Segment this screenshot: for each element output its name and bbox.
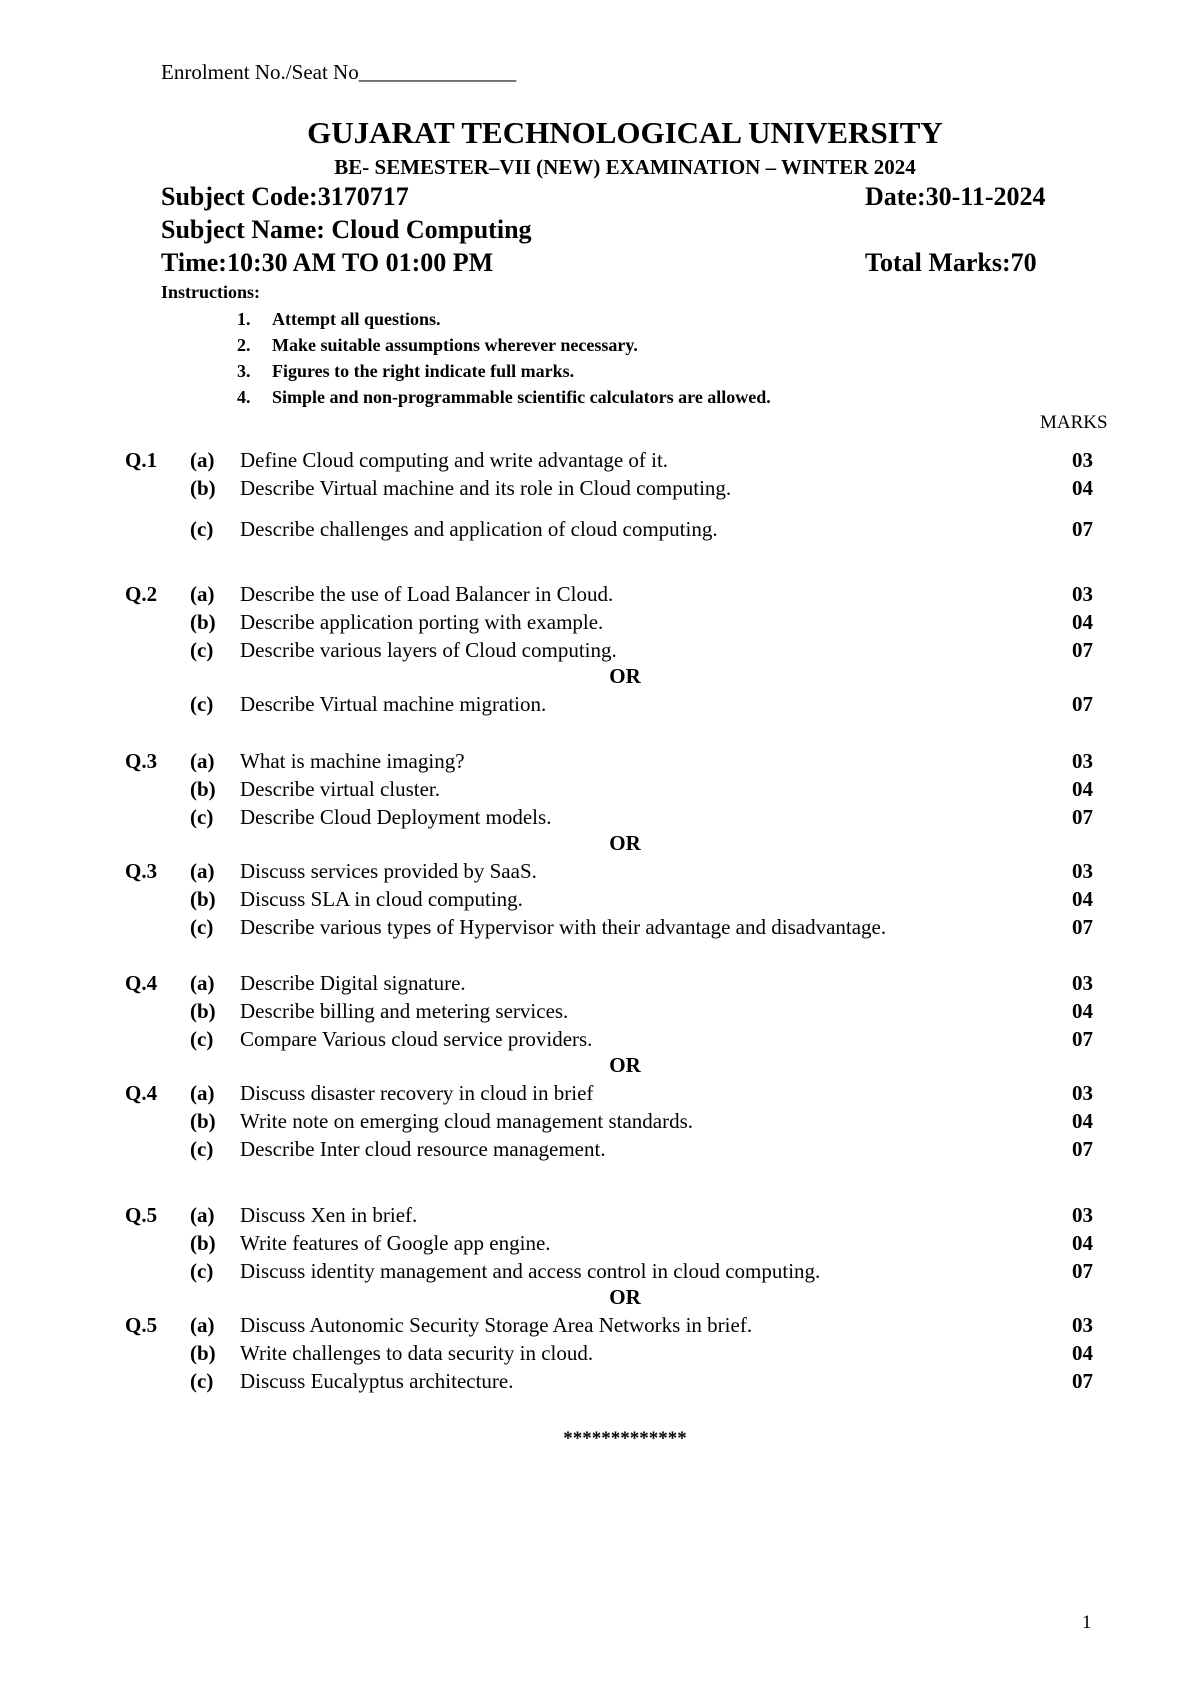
question-text: Describe the use of Load Balancer in Cloud. (240, 582, 614, 606)
question-text: Compare Various cloud service providers. (240, 1027, 593, 1051)
question-text: Describe various types of Hypervisor with their advantage and disadvantage. (240, 915, 887, 939)
question-text: Discuss Xen in brief. (240, 1203, 418, 1227)
question-part: (c) (190, 1369, 214, 1393)
question-number: Q.3 (125, 859, 158, 883)
question-marks: 07 (1072, 1027, 1093, 1051)
instruction-item (237, 387, 771, 408)
question-number: Q.1 (125, 448, 158, 472)
question-marks: 07 (1072, 805, 1093, 829)
question-marks: 04 (1072, 1341, 1093, 1365)
question-marks: 07 (1072, 1259, 1093, 1283)
university-title: GUJARAT TECHNOLOGICAL UNIVERSITY (307, 115, 943, 150)
question-text: Describe virtual cluster. (240, 777, 441, 801)
question-text: Define Cloud computing and write advantage of it. (240, 448, 669, 472)
question-part: (a) (190, 749, 215, 773)
question-number: Q.3 (125, 749, 158, 773)
question-marks: 03 (1072, 971, 1093, 995)
question-part: (c) (190, 692, 214, 716)
question-marks: 04 (1072, 476, 1093, 500)
question-text: Discuss SLA in cloud computing. (240, 887, 523, 911)
marks-column-heading: MARKS (1040, 412, 1108, 433)
question-part: (a) (190, 1081, 215, 1105)
question-text: Discuss Autonomic Security Storage Area Networks in brief. (240, 1313, 753, 1337)
question-number: Q.4 (125, 971, 158, 995)
instruction-number: 1. (237, 309, 251, 329)
instruction-number: 4. (237, 387, 251, 407)
question-part: (b) (190, 610, 216, 634)
question-text: Describe various layers of Cloud computing. (240, 638, 617, 662)
question-marks: 04 (1072, 999, 1093, 1023)
exam-title: BE- SEMESTER–VII (NEW) EXAMINATION – WINTER 2024 (334, 155, 916, 179)
question-part: (b) (190, 476, 216, 500)
page-number: 1 (1082, 1612, 1092, 1633)
question-number: Q.5 (125, 1203, 158, 1227)
question-marks: 03 (1072, 1313, 1093, 1337)
question-marks: 07 (1072, 1369, 1093, 1393)
question-part: (b) (190, 777, 216, 801)
question-part: (a) (190, 1313, 215, 1337)
question-text: Discuss services provided by SaaS. (240, 859, 537, 883)
question-text: Describe Virtual machine migration. (240, 692, 547, 716)
question-part: (c) (190, 915, 214, 939)
instructions-title: Instructions: (161, 282, 261, 302)
question-part: (b) (190, 1109, 216, 1133)
instruction-text: Figures to the right indicate full marks. (272, 361, 575, 381)
total-marks: Total Marks:70 (865, 248, 1037, 277)
question-part: (c) (190, 517, 214, 541)
question-part: (c) (190, 1027, 214, 1051)
question-marks: 07 (1072, 692, 1093, 716)
question-part: (c) (190, 1259, 214, 1283)
question-marks: 07 (1072, 915, 1093, 939)
question-marks: 04 (1072, 887, 1093, 911)
question-text: Discuss Eucalyptus architecture. (240, 1369, 514, 1393)
question-text: Write challenges to data security in cloud. (240, 1341, 594, 1365)
question-text: Describe Virtual machine and its role in Cloud computing. (240, 476, 732, 500)
exam-time: Time:10:30 AM TO 01:00 PM (161, 248, 494, 277)
question-text: Discuss identity management and access control in cloud computing. (240, 1259, 821, 1283)
question-text: Write features of Google app engine. (240, 1231, 551, 1255)
question-marks: 04 (1072, 1109, 1093, 1133)
question-marks: 03 (1072, 749, 1093, 773)
question-part: (a) (190, 859, 215, 883)
question-part: (c) (190, 1137, 214, 1161)
question-part: (a) (190, 971, 215, 995)
instruction-text: Make suitable assumptions wherever necessary. (272, 335, 638, 355)
question-part: (c) (190, 805, 214, 829)
enrolment-seat-no: Enrolment No./Seat No_______________ (161, 60, 517, 84)
question-part: (b) (190, 887, 216, 911)
question-text: Describe billing and metering services. (240, 999, 569, 1023)
instruction-number: 3. (237, 361, 251, 381)
question-part: (b) (190, 999, 216, 1023)
instruction-text: Attempt all questions. (272, 309, 441, 329)
question-marks: 03 (1072, 448, 1093, 472)
or-separator: OR (609, 664, 641, 688)
question-part: (b) (190, 1231, 216, 1255)
instruction-item (237, 361, 574, 382)
question-text: Write note on emerging cloud management standards. (240, 1109, 694, 1133)
question-part: (a) (190, 582, 215, 606)
question-text: Describe Digital signature. (240, 971, 466, 995)
question-marks: 07 (1072, 517, 1093, 541)
exam-date: Date:30-11-2024 (865, 182, 1046, 211)
question-text: Describe Inter cloud resource management. (240, 1137, 606, 1161)
question-marks: 03 (1072, 582, 1093, 606)
question-part: (b) (190, 1341, 216, 1365)
question-text: Describe application porting with example. (240, 610, 604, 634)
or-separator: OR (609, 1053, 641, 1077)
question-part: (a) (190, 448, 215, 472)
question-marks: 03 (1072, 1081, 1093, 1105)
end-of-paper-stars: ************* (563, 1428, 687, 1449)
question-marks: 04 (1072, 610, 1093, 634)
question-text: What is machine imaging? (240, 749, 465, 773)
subject-name: Subject Name: Cloud Computing (161, 215, 532, 244)
question-marks: 03 (1072, 859, 1093, 883)
question-text: Describe Cloud Deployment models. (240, 805, 552, 829)
question-text: Discuss disaster recovery in cloud in brief (240, 1081, 594, 1105)
question-number: Q.5 (125, 1313, 158, 1337)
question-marks: 07 (1072, 638, 1093, 662)
or-separator: OR (609, 1285, 641, 1309)
question-text: Describe challenges and application of cloud computing. (240, 517, 718, 541)
or-separator: OR (609, 831, 641, 855)
instruction-text: Simple and non-programmable scientific calculators are allowed. (272, 387, 771, 407)
instruction-item (237, 309, 441, 330)
question-number: Q.2 (125, 582, 158, 606)
question-part: (a) (190, 1203, 215, 1227)
question-marks: 04 (1072, 777, 1093, 801)
instruction-item (237, 335, 638, 356)
question-part: (c) (190, 638, 214, 662)
instruction-number: 2. (237, 335, 251, 355)
question-marks: 07 (1072, 1137, 1093, 1161)
question-marks: 04 (1072, 1231, 1093, 1255)
subject-code: Subject Code:3170717 (161, 182, 409, 211)
question-marks: 03 (1072, 1203, 1093, 1227)
question-number: Q.4 (125, 1081, 158, 1105)
